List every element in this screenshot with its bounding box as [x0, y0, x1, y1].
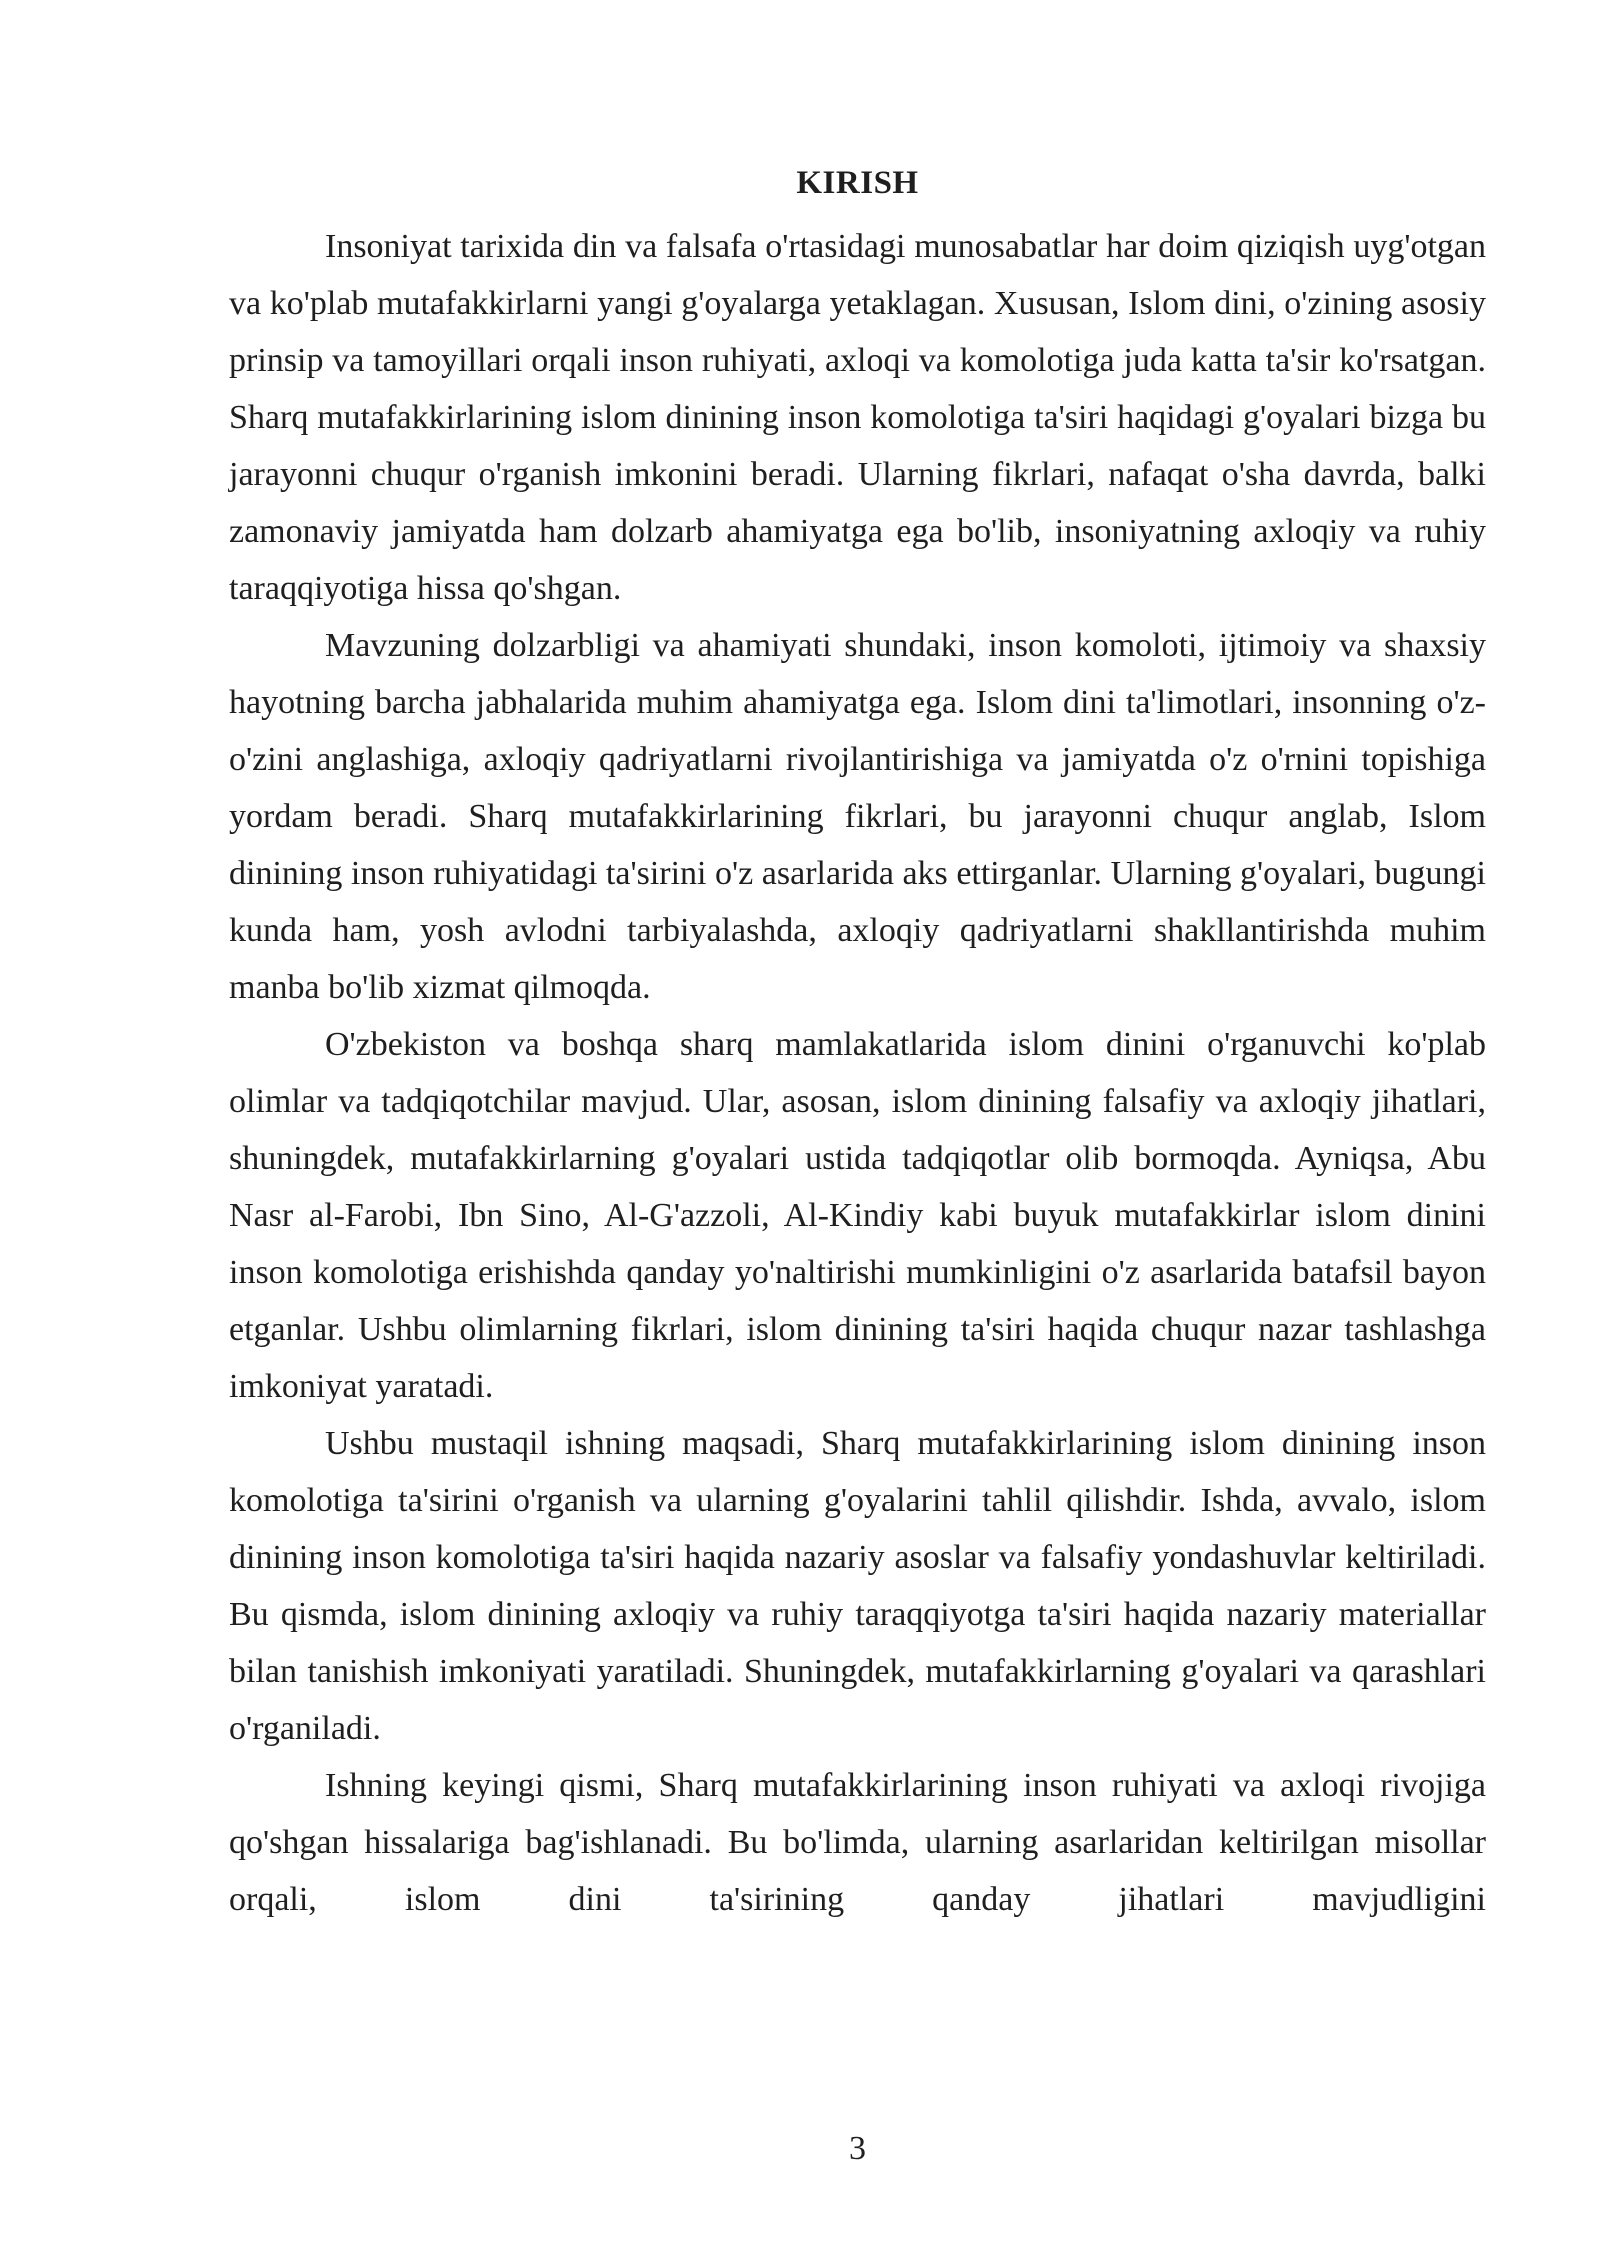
paragraph-scholars: O'zbekiston va boshqa sharq mamlakatlarida islom dinini o'rganuvchi ko'plab olimlar va tadqiqotchilar mavjud. Ular, asosan, islom dinining falsafiy va axloqiy jihatlari, shuningdek, mutafakkirlarning g'oyalari ustida tadqiqotlar olib bormoqda. Ayniqsa, Abu Nasr al-Farobi, Ibn Sino, Al-G'azzoli, Al-Kindiy kabi buyuk mutafakkirlar islom dinini inson komolotiga erishishda qanday yo'naltirishi mumkinligini o'z asarlarida batafsil bayon etganlar. Ushbu olimlarning fikrlari, islom dinining ta'siri haqida chuqur nazar tashlashga imkoniyat yaratadi.: [229, 1026, 1486, 1405]
document-body: [229, 162, 1486, 1928]
paragraph-intro: Insoniyat tarixida din va falsafa o'rtasidagi munosabatlar har doim qiziqish uyg'otgan va ko'plab mutafakkirlarni yangi g'oyalarga yetaklagan. Xususan, Islom dini, o'zining asosiy prinsip va tamoyillari orqali inson ruhiyati, axloqi va komolotiga juda katta ta'sir ko'rsatgan. Sharq mutafakkirlarining islom dinining inson komolotiga ta'siri haqidagi g'oyalari bizga bu jarayonni chuqur o'rganish imkonini beradi. Ularning fikrlari, nafaqat o'sha davrda, balki zamonaviy jamiyatda ham dolzarb ahamiyatga ega bo'lib, insoniyatning axloqiy va ruhiy taraqqiyotiga hissa qo'shgan.: [229, 228, 1486, 607]
paragraph-purpose: Ushbu mustaqil ishning maqsadi, Sharq mutafakkirlarining islom dinining inson komolotiga ta'sirini o'rganish va ularning g'oyalarini tahlil qilishdir. Ishda, avvalo, islom dinining inson komolotiga ta'siri haqida nazariy asoslar va falsafiy yondashuvlar keltiriladi. Bu qismda, islom dinining axloqiy va ruhiy taraqqiyotga ta'siri haqida nazariy materiallar bilan tanishish imkoniyati yaratiladi. Shuningdek, mutafakkirlarning g'oyalari va qarashlari o'rganiladi.: [229, 1425, 1486, 1747]
paragraph-next-part: Ishning keyingi qismi, Sharq mutafakkirlarining inson ruhiyati va axloqi rivojiga qo'shgan hissalariga bag'ishlanadi. Bu bo'limda, ularning asarlaridan keltirilgan misollar orqali, islom dini ta'sirining qanday jihatlari mavjudligini: [229, 1767, 1486, 1918]
page-number: 3: [849, 2130, 866, 2167]
paragraph-relevance: Mavzuning dolzarbligi va ahamiyati shundaki, inson komoloti, ijtimoiy va shaxsiy hayotning barcha jabhalarida muhim ahamiyatga ega. Islom dini ta'limotlari, insonning o'z-o'zini anglashiga, axloqiy qadriyatlarni rivojlantirishiga va jamiyatda o'z o'rnini topishiga yordam beradi. Sharq mutafakkirlarining fikrlari, bu jarayonni chuqur anglab, Islom dinining inson ruhiyatidagi ta'sirini o'z asarlarida aks ettirganlar. Ularning g'oyalari, bugungi kunda ham, yosh avlodni tarbiyalashda, axloqiy qadriyatlarni shakllantirishda muhim manba bo'lib xizmat qilmoqda.: [229, 627, 1486, 1006]
page-title: KIRISH: [796, 165, 919, 201]
